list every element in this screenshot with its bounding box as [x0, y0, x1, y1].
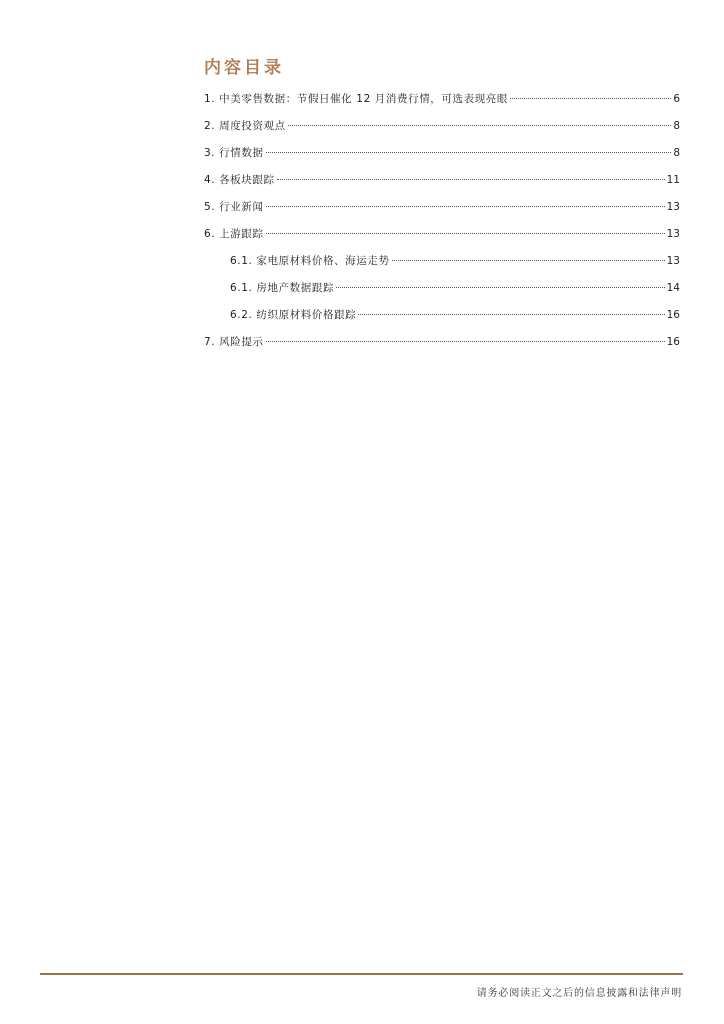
page-title: 内容目录 [204, 58, 284, 78]
toc-subentry[interactable] [204, 281, 680, 308]
toc-entry-label: 4. 各板块跟踪 [204, 174, 275, 186]
toc-leader-dots [392, 260, 665, 261]
toc-list [204, 92, 680, 362]
toc-leader-dots [358, 314, 664, 315]
toc-entry-page: 16 [666, 309, 680, 321]
toc-entry[interactable] [204, 146, 680, 173]
toc-subentry[interactable] [204, 308, 680, 335]
toc-entry[interactable] [204, 119, 680, 146]
toc-entry-page: 13 [666, 201, 680, 213]
toc-leader-dots [288, 125, 672, 126]
toc-entry[interactable] [204, 92, 680, 119]
toc-entry-page: 11 [666, 174, 680, 186]
toc-entry-label: 7. 风险提示 [204, 336, 264, 348]
toc-leader-dots [266, 341, 665, 342]
toc-entry-page: 14 [666, 282, 680, 294]
toc-leader-dots [336, 287, 665, 288]
toc-entry-label: 3. 行情数据 [204, 147, 264, 159]
toc-entry-label: 6.1. 家电原材料价格、海运走势 [230, 255, 390, 267]
toc-entry-page: 6 [673, 93, 680, 105]
toc-leader-dots [266, 206, 665, 207]
toc-entry-page: 13 [666, 255, 680, 267]
toc-entry-label: 6.2. 纺织原材料价格跟踪 [230, 309, 357, 321]
toc-entry-label: 6. 上游跟踪 [204, 228, 264, 240]
toc-leader-dots [266, 152, 672, 153]
footer-divider [40, 973, 683, 975]
toc-entry[interactable] [204, 227, 680, 254]
footer-disclaimer: 请务必阅读正文之后的信息披露和法律声明 [476, 988, 682, 999]
toc-entry-label: 5. 行业新闻 [204, 201, 264, 213]
toc-leader-dots [266, 233, 665, 234]
toc-entry-label: 6.1. 房地产数据跟踪 [230, 282, 335, 294]
toc-entry[interactable] [204, 200, 680, 227]
toc-entry-page: 16 [666, 336, 680, 348]
toc-entry-label: 2. 周度投资观点 [204, 120, 286, 132]
toc-leader-dots [510, 98, 671, 99]
toc-entry-page: 13 [666, 228, 680, 240]
toc-subentry[interactable] [204, 254, 680, 281]
toc-entry-page: 8 [673, 147, 680, 159]
toc-leader-dots [277, 179, 665, 180]
toc-entry-label: 1. 中美零售数据：节假日催化 12 月消费行情，可选表现亮眼 [204, 93, 508, 105]
toc-entry-page: 8 [673, 120, 680, 132]
toc-entry[interactable] [204, 335, 680, 362]
toc-entry[interactable] [204, 173, 680, 200]
